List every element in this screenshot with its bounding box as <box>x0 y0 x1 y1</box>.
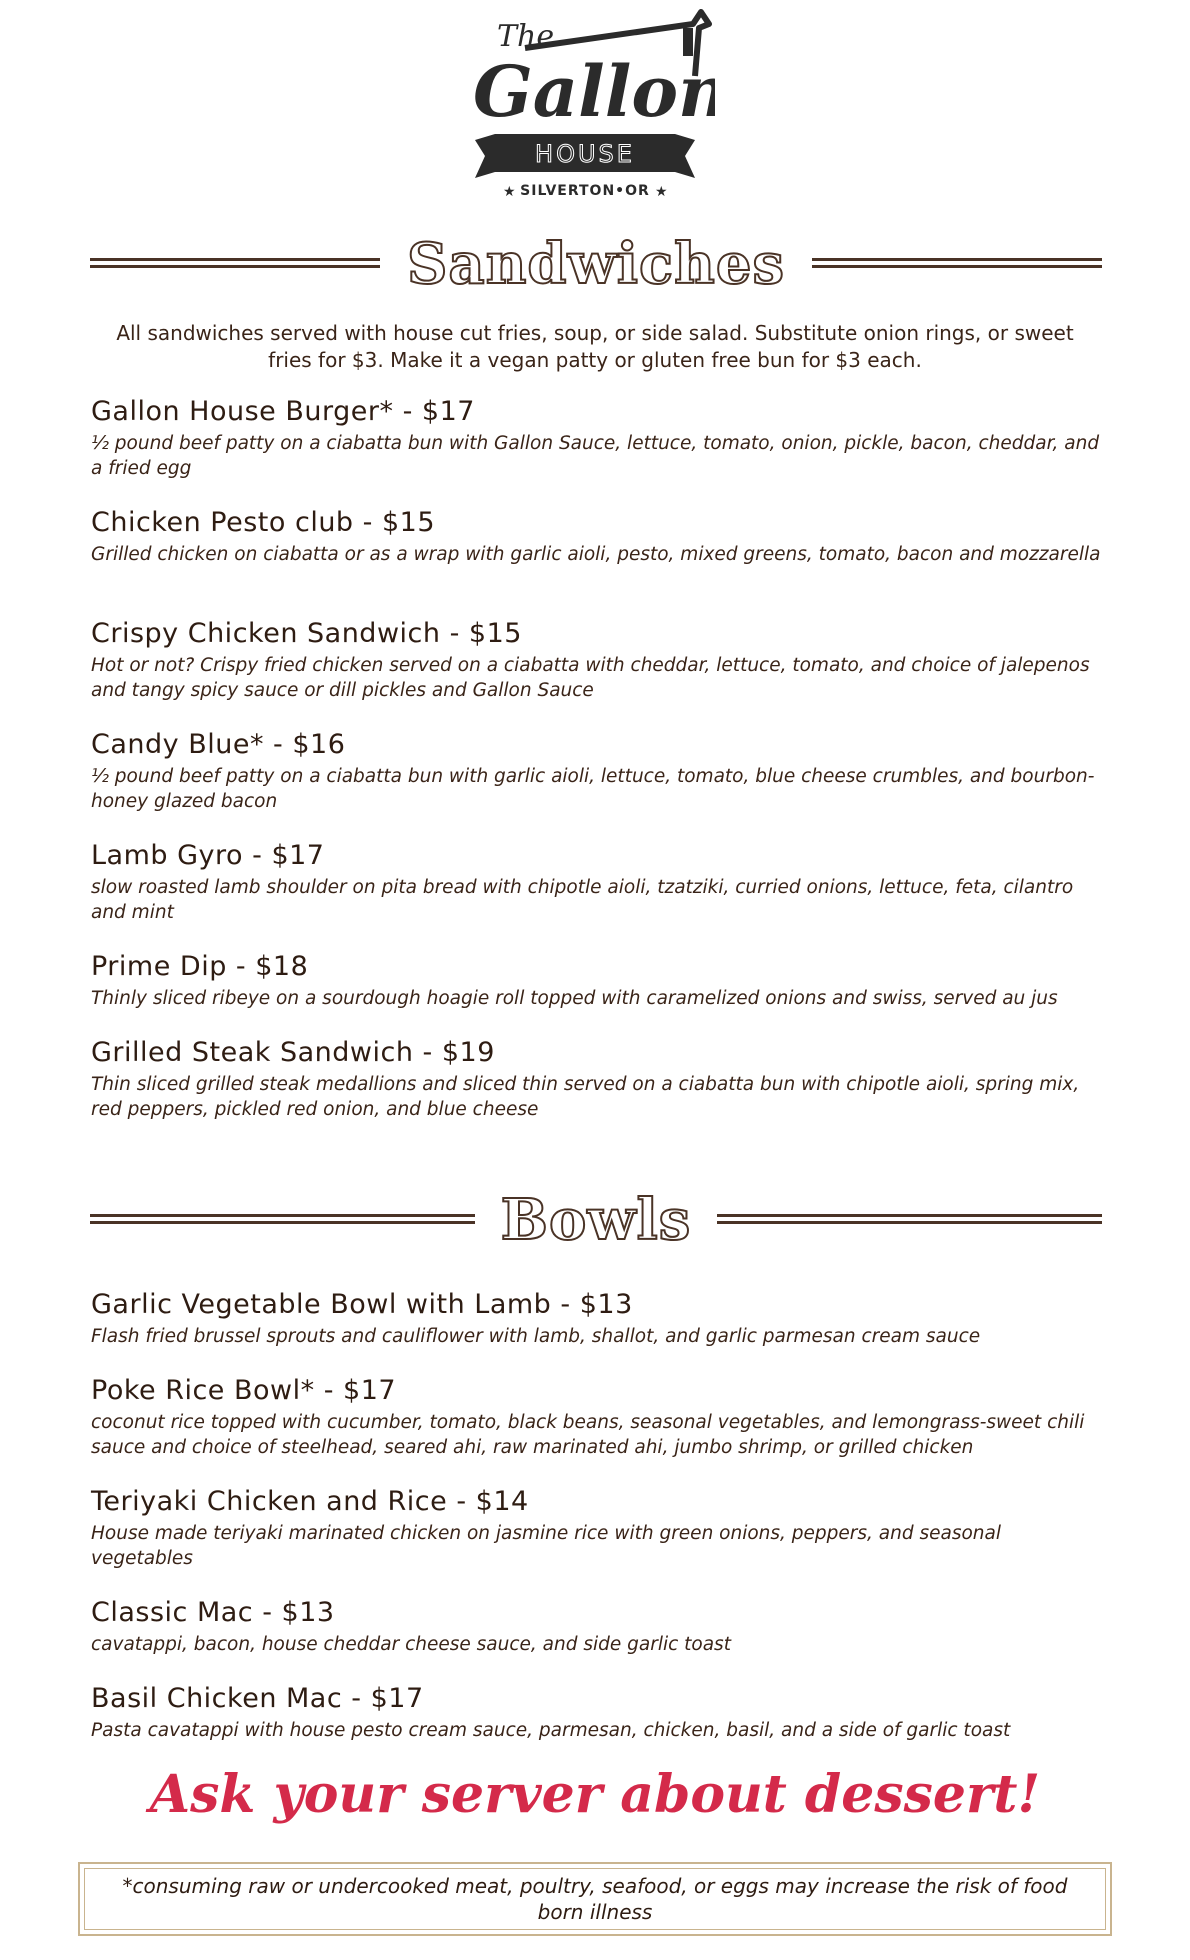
header-rule-right <box>812 258 1102 268</box>
sandwiches-title: Sandwiches <box>406 231 786 297</box>
restaurant-logo <box>455 6 715 202</box>
menu-item-name: Classic Mac - $13 <box>91 1597 335 1628</box>
header-rule-left <box>90 258 380 268</box>
menu-item <box>91 617 1101 703</box>
header-rule-right <box>717 1214 1102 1224</box>
menu-item-name: Candy Blue* - $16 <box>91 729 346 760</box>
menu-item-description: coconut rice topped with cucumber, tomato, black beans, seasonal vegetables, and lemongrass-sweet chili sauce and choice of steelhead, seared ahi, raw marinated ahi, jumbo shrimp, or grilled chicken <box>91 1412 1085 1458</box>
menu-item-description: Hot or not? Crispy fried chicken served on a ciabatta with cheddar, lettuce, tomato, and choice of jalepenos and tangy spicy sauce or dill pickles and Gallon Sauce <box>91 655 1090 701</box>
menu-item-name: Teriyaki Chicken and Rice - $14 <box>91 1486 529 1517</box>
menu-item-name: Prime Dip - $18 <box>91 951 309 982</box>
menu-item-name: Chicken Pesto club - $15 <box>91 507 436 538</box>
logo-graphic <box>455 6 715 202</box>
logo-location: SILVERTON•OR <box>520 183 650 199</box>
bowls-title: Bowls <box>500 1187 692 1253</box>
menu-item-name: Poke Rice Bowl* - $17 <box>91 1375 397 1406</box>
logo-banner: HOUSE <box>535 140 635 168</box>
sandwiches-intro: All sandwiches served with house cut fries, soup, or side salad. Substitute onion rings, or sweet fries for $3. Make it a vegan patty or gluten free bun for $3 each. <box>116 321 1074 372</box>
logo-star-right: ★ <box>655 184 668 200</box>
sandwiches-header <box>90 232 1102 296</box>
menu-item <box>91 1682 1101 1743</box>
menu-item-name: Grilled Steak Sandwich - $19 <box>91 1037 495 1068</box>
menu-item <box>91 1485 1101 1571</box>
menu-item-name: Garlic Vegetable Bowl with Lamb - $13 <box>91 1289 633 1320</box>
logo-the: The <box>497 19 555 54</box>
menu-item-description: Flash fried brussel sprouts and cauliflower with lamb, shallot, and garlic parmesan cream sauce <box>91 1326 981 1347</box>
food-safety-notice <box>78 1862 1112 1936</box>
dessert-callout: Ask your server about dessert! <box>149 1764 1041 1825</box>
menu-item-description: Grilled chicken on ciabatta or as a wrap with garlic aioli, pesto, mixed greens, tomato, bacon and mozzarella <box>91 544 1101 565</box>
menu-item <box>91 1596 1101 1657</box>
menu-item-description: Thinly sliced ribeye on a sourdough hoagie roll topped with caramelized onions and swiss, served au jus <box>91 988 1058 1009</box>
menu-item-description: House made teriyaki marinated chicken on jasmine rice with green onions, peppers, and seasonal vegetables <box>91 1523 1001 1569</box>
logo-star-left: ★ <box>503 184 516 200</box>
menu-item <box>91 1374 1101 1460</box>
menu-item-description: ½ pound beef patty on a ciabatta bun with Gallon Sauce, lettuce, tomato, onion, pickle, bacon, cheddar, and a fried egg <box>91 433 1100 479</box>
menu-item-name: Gallon House Burger* - $17 <box>91 396 475 427</box>
menu-item-description: Thin sliced grilled steak medallions and sliced thin served on a ciabatta bun with chipotle aioli, spring mix, red peppers, pickled red onion, and blue cheese <box>91 1074 1080 1120</box>
menu-item-name: Basil Chicken Mac - $17 <box>91 1683 424 1714</box>
menu-item-name: Crispy Chicken Sandwich - $15 <box>91 618 522 649</box>
menu-item-description: slow roasted lamb shoulder on pita bread with chipotle aioli, tzatziki, curried onions, lettuce, feta, cilantro and mint <box>91 877 1074 923</box>
menu-item <box>91 839 1101 925</box>
food-safety-text: *consuming raw or undercooked meat, poultry, seafood, or eggs may increase the risk of food born illness <box>84 1868 1106 1930</box>
menu-item <box>91 728 1101 814</box>
menu-item-description: Pasta cavatappi with house pesto cream sauce, parmesan, chicken, basil, and a side of garlic toast <box>91 1720 1011 1741</box>
menu-item <box>91 950 1101 1011</box>
menu-item <box>91 1036 1101 1122</box>
menu-item-description: cavatappi, bacon, house cheddar cheese sauce, and side garlic toast <box>91 1634 731 1655</box>
menu-item <box>91 395 1101 481</box>
menu-item <box>91 1288 1101 1349</box>
menu-item <box>91 506 1101 567</box>
header-rule-left <box>90 1214 475 1224</box>
menu-item-name: Lamb Gyro - $17 <box>91 840 325 871</box>
logo-gallon: Gallon <box>473 50 715 133</box>
bowls-header <box>90 1188 1102 1252</box>
menu-item-description: ½ pound beef patty on a ciabatta bun with garlic aioli, lettuce, tomato, blue cheese crumbles, and bourbon-honey glazed bacon <box>91 766 1095 812</box>
